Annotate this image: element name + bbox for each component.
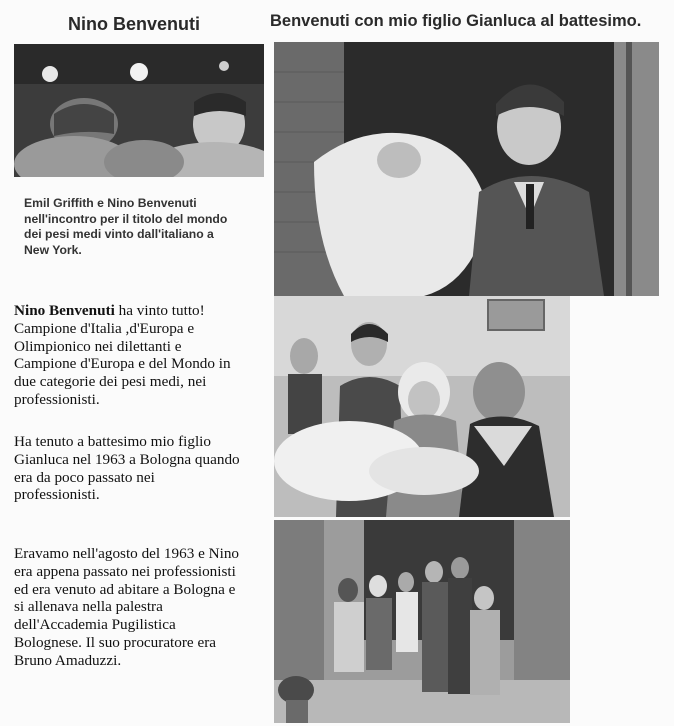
paragraph-line: professionisti. <box>14 486 100 504</box>
title-nino-benvenuti: Nino Benvenuti <box>68 14 201 34</box>
group-outside-photo <box>274 520 570 723</box>
paragraph-line: professionisti. <box>14 390 100 408</box>
paragraph-line: Ha tenuto a battesimo mio figlio <box>14 433 211 450</box>
paragraph-line: si allenava nella palestra <box>14 598 163 616</box>
title-battesimo: Benvenuti con mio figlio Gianluca al battesimo. <box>270 12 642 30</box>
paragraph-achievements <box>14 302 264 409</box>
boxer-name-bold: Nino Benvenuti <box>14 302 115 319</box>
paragraph-line: Campione d'Europa e del Mondo in <box>14 355 231 373</box>
paragraph-line: ha vinto tutto! <box>114 302 205 319</box>
paragraph-line: Bruno Amaduzzi. <box>14 651 122 669</box>
caption-line: New York. <box>24 242 82 257</box>
caption-line: nell'incontro per il titolo del mondo <box>24 211 228 226</box>
paragraph-baptism <box>14 433 264 504</box>
boxing-photo-caption <box>24 196 269 258</box>
paragraph-line: Bolognese. Il suo procuratore era <box>14 633 217 651</box>
paragraph-line: era appena passato nei professionisti <box>14 562 236 580</box>
paragraph-line: dell'Accademia Pugilistica <box>14 616 176 634</box>
paragraph-line: Eravamo nell'agosto del 1963 e Nino <box>14 545 240 562</box>
caption-line: dei pesi medi vinto dall'italiano a <box>24 227 214 241</box>
paragraph-line: ed era venuto ad abitare a Bologna e <box>14 580 236 598</box>
paragraph-line: due categorie dei pesi medi, nei <box>14 373 207 391</box>
paragraph-line: Gianluca nel 1963 a Bologna quando <box>14 450 240 468</box>
baptism-ceremony-photo <box>274 296 570 517</box>
paragraph-line: Olimpionico nei dilettanti e <box>14 337 182 355</box>
boxing-match-photo <box>14 44 264 177</box>
baptism-baby-photo <box>274 42 659 296</box>
caption-line: Emil Griffith e Nino Benvenuti <box>24 196 197 210</box>
paragraph-bologna <box>14 545 264 670</box>
paragraph-line: era da poco passato nei <box>14 468 155 486</box>
paragraph-line: Campione d'Italia ,d'Europa e <box>14 319 195 337</box>
